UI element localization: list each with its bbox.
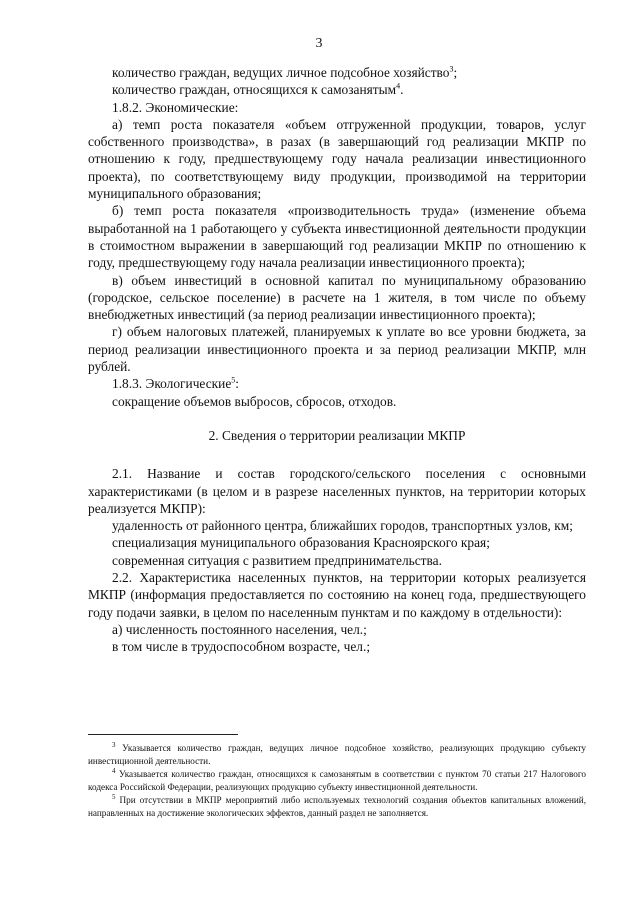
footnote-ref: 4: [396, 81, 401, 91]
footnote-mark: 4: [112, 766, 116, 775]
footnotes: [88, 742, 586, 820]
paragraph: количество граждан, относящихся к самозанятым$^4$.: [112, 81, 404, 98]
footnote-mark: 5: [112, 792, 116, 801]
footnote: $^3$ Указывается количество граждан, ведущих личное подсобное хозяйство, реализующих продукцию субъекту инвестиционной деятельности.: [88, 740, 586, 766]
paragraph: 2.1. Название и состав городского/сельского поселения с основными характеристиками (в целом и в разрезе населенных пунктов, на территории которых реализуется МКПР):: [88, 466, 586, 516]
footnote-mark: 3: [112, 740, 116, 749]
subsection-heading: 1.8.2. Экономические:: [112, 99, 239, 115]
paragraph: в том числе в трудоспособном возрасте, чел.;: [112, 639, 371, 655]
paragraph: б) темп роста показателя «производительность труда» (изменение объема выработанной на 1 работающего у субъекта инвестиционной деятельности продукции в стоимостном выражении в завершающий год реализации МКПР по отношению к году, предшествующему году начала реализации инвестиционного проекта);: [88, 203, 586, 271]
page-number: 3: [315, 36, 323, 51]
paragraph: в) объем инвестиций в основной капитал по муниципальному образованию (городское, сельское поселение) в расчете на 1 жителя, в том числе по объему внебюджетных инвестиций (за период реализации инвестиционного проекта);: [88, 272, 586, 323]
paragraph: количество граждан, ведущих личное подсобное хозяйство$^3$;: [112, 64, 458, 80]
body-text: [88, 64, 586, 656]
subsection-heading: 1.8.3. Экологические$^5$:: [112, 375, 240, 392]
paragraph: 2.2. Характеристика населенных пунктов, на территории которых реализуется МКПР (информация предоставляется по состоянию на конец года, предшествующего году подачи заявки, в целом по населенным пунктам и по каждому в отдельности):: [88, 570, 586, 620]
footnote-divider: [88, 734, 238, 735]
footnote-ref: 3: [449, 64, 454, 74]
footnote: $^4$ Указывается количество граждан, относящихся к самозанятым в соответствии с пунктом 70 статьи 217 Налогового кодекса Российской Федерации, реализующих продукцию субъекту инвестиционной деятельности.: [88, 766, 586, 792]
paragraph: современная ситуация с развитием предпринимательства.: [112, 552, 442, 568]
footnote-ref: 5: [231, 375, 236, 385]
paragraph: а) темп роста показателя «объем отгруженной продукции, товаров, услуг собственного производства», в разах (в завершающий год реализации МКПР по отношению к году, предшествующему году начала реализации инвестиционного проекта), по соответствующему виду продукции, производимой на территории муниципального образования;: [88, 116, 586, 202]
footnote: $^5$ При отсутствии в МКПР мероприятий либо используемых технологий создания объектов капитальных вложений, направленных на достижение экологических эффектов, данный раздел не заполняется.: [88, 792, 586, 818]
paragraph: удаленность от районного центра, ближайших городов, транспортных узлов, км;: [112, 518, 573, 534]
paragraph: сокращение объемов выбросов, сбросов, отходов.: [112, 393, 397, 409]
paragraph: г) объем налоговых платежей, планируемых к уплате во все уровни бюджета, за период реализации инвестиционного проекта и за период реализации МКПР, млн рублей.: [88, 324, 586, 375]
paragraph: а) численность постоянного населения, чел.;: [112, 621, 367, 637]
paragraph: специализация муниципального образования Красноярского края;: [112, 535, 490, 551]
section-title: 2. Сведения о территории реализации МКПР: [208, 427, 466, 443]
